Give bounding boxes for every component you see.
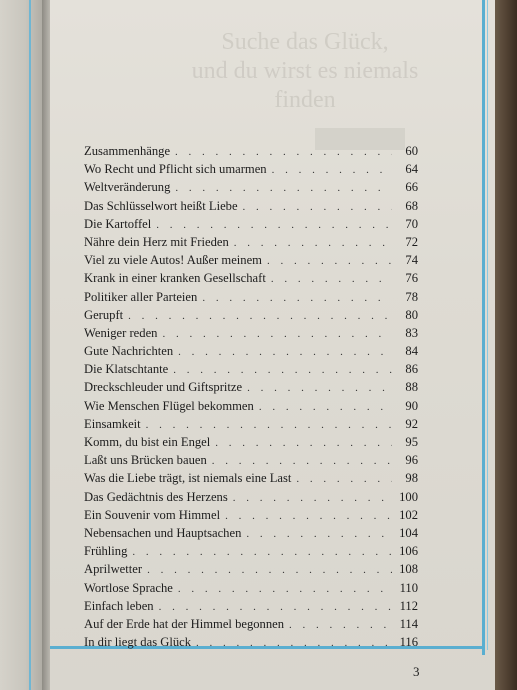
toc-entry — [84, 581, 418, 599]
toc-entry-title: Die Klatschtante — [84, 362, 169, 377]
toc-entry-page: 106 — [399, 544, 418, 559]
toc-entry — [84, 399, 418, 417]
toc-entry-page: 95 — [405, 435, 418, 449]
toc-entry-title: Das Gedächtnis des Herzens — [84, 489, 228, 504]
toc-leader-dots — [156, 219, 392, 231]
toc-entry-title: Wie Menschen Flügel bekommen — [84, 398, 254, 413]
toc-entry — [84, 180, 418, 198]
toc-entry — [84, 290, 418, 308]
toc-entry-title: In dir liegt das Glück — [84, 635, 192, 650]
toc-entry-title: Das Schlüsselwort heißt Liebe — [84, 198, 238, 213]
toc-leader-dots — [132, 546, 392, 558]
toc-entry-page: 84 — [405, 344, 418, 359]
toc-entry-page: 90 — [405, 398, 418, 413]
ghost-line: und du wirst es niemals — [191, 58, 419, 84]
toc-leader-dots — [247, 382, 392, 394]
toc-leader-dots — [234, 237, 392, 249]
toc-entry-page: 80 — [405, 307, 418, 322]
toc-leader-dots — [272, 164, 392, 176]
toc-entry-title: Frühling — [84, 544, 128, 559]
toc-entry — [84, 362, 418, 380]
toc-leader-dots — [225, 510, 392, 522]
toc-entry — [84, 635, 418, 653]
right-blue-line — [482, 0, 485, 655]
toc-entry-title: Gerupft — [84, 307, 124, 322]
toc-entry-page: 110 — [399, 580, 418, 595]
show-through-text — [170, 28, 440, 115]
toc-leader-dots — [259, 401, 392, 413]
toc-entry-page: 76 — [405, 271, 418, 286]
toc-entry — [84, 199, 418, 217]
toc-entry — [84, 471, 418, 489]
toc-entry — [84, 490, 418, 508]
toc-entry — [84, 326, 418, 344]
toc-entry — [84, 380, 418, 398]
toc-entry — [84, 235, 418, 253]
toc-entry-title: Die Kartoffel — [84, 216, 152, 231]
toc-entry-page: 86 — [405, 362, 418, 377]
toc-entry-title: Krank in einer kranken Gesellschaft — [84, 271, 266, 286]
toc-entry-title: Wortlose Sprache — [84, 580, 173, 595]
toc-entry-title: Einfach leben — [84, 598, 154, 613]
toc-leader-dots — [202, 292, 392, 304]
toc-entry-title: Ein Souvenir vom Himmel — [84, 507, 221, 522]
toc-entry-title: Viel zu viele Autos! Außer meinem — [84, 253, 262, 268]
ghost-line: Suche das Glück, — [221, 29, 389, 55]
toc-entry-page: 112 — [399, 598, 418, 613]
page-number: 3 — [413, 664, 420, 679]
toc-entry — [84, 544, 418, 562]
toc-entry-page: 92 — [405, 416, 418, 431]
toc-entry-title: Politiker aller Parteien — [84, 289, 198, 304]
toc-entry — [84, 417, 418, 435]
toc-leader-dots — [243, 201, 392, 213]
toc-entry — [84, 344, 418, 362]
toc-entry-title: Wo Recht und Pflicht sich umarmen — [84, 162, 267, 177]
toc-entry — [84, 508, 418, 526]
toc-entry — [84, 308, 418, 326]
toc-entry — [84, 162, 418, 180]
toc-entry — [84, 617, 418, 635]
ghost-line: finden — [274, 87, 336, 113]
toc-entry-page: 114 — [399, 616, 418, 631]
toc-entry-title: Einsamkeit — [84, 416, 141, 431]
toc-leader-dots — [267, 255, 392, 267]
toc-entry-page: 96 — [405, 453, 418, 468]
toc-leader-dots — [271, 273, 392, 285]
toc-entry-title: Weniger reden — [84, 325, 158, 340]
toc-entry-title: Zusammenhänge — [84, 144, 171, 158]
toc-leader-dots — [175, 146, 392, 158]
left-page-blue-line — [29, 0, 31, 690]
toc-leader-dots — [178, 583, 392, 595]
book-edge — [495, 0, 517, 690]
toc-entry — [84, 562, 418, 580]
toc-entry — [84, 599, 418, 617]
toc-leader-dots — [173, 364, 392, 376]
toc-entry-title: Nähre dein Herz mit Frieden — [84, 234, 229, 249]
toc-entry-page: 102 — [399, 507, 418, 522]
toc-leader-dots — [178, 346, 392, 358]
toc-entry-title: Was die Liebe trägt, ist niemals eine Last — [84, 471, 292, 486]
toc-entry — [84, 435, 418, 453]
toc-entry-page: 108 — [399, 562, 418, 577]
toc-entry-page: 72 — [405, 234, 418, 249]
toc-entry — [84, 144, 418, 162]
toc-entry-page: 104 — [399, 525, 418, 540]
toc-leader-dots — [159, 601, 392, 613]
toc-entry-title: Weltveränderung — [84, 180, 171, 195]
toc-leader-dots — [147, 564, 392, 576]
toc-entry-page: 60 — [405, 144, 418, 158]
toc-entry-page: 98 — [405, 471, 418, 486]
toc-entry-page: 64 — [405, 162, 418, 177]
toc-entry-page: 66 — [405, 180, 418, 195]
toc-leader-dots — [175, 182, 392, 194]
toc-leader-dots — [196, 637, 392, 649]
toc-leader-dots — [296, 473, 392, 485]
toc-entry-page: 68 — [405, 198, 418, 213]
toc-entry-page: 116 — [399, 635, 418, 650]
toc-entry — [84, 526, 418, 544]
toc-entry-page: 83 — [405, 325, 418, 340]
toc-entry-page: 74 — [405, 253, 418, 268]
toc-leader-dots — [128, 310, 392, 322]
toc-leader-dots — [212, 455, 392, 467]
toc-entry-title: Gute Nachrichten — [84, 344, 174, 359]
toc-entry-page: 78 — [405, 289, 418, 304]
toc-entry-page: 88 — [405, 380, 418, 395]
toc-entry-page: 70 — [405, 216, 418, 231]
toc-entry — [84, 271, 418, 289]
toc-leader-dots — [146, 419, 392, 431]
toc-leader-dots — [233, 492, 392, 504]
toc-entry — [84, 253, 418, 271]
toc-entry-title: Nebensachen und Hauptsachen — [84, 525, 242, 540]
toc-entry-title: Komm, du bist ein Engel — [84, 435, 211, 449]
toc-leader-dots — [215, 437, 392, 449]
toc-entry-title: Laßt uns Brücken bauen — [84, 453, 207, 468]
table-of-contents — [84, 144, 418, 653]
toc-entry-title: Auf der Erde hat der Himmel begonnen — [84, 616, 285, 631]
left-page — [0, 0, 42, 690]
toc-entry — [84, 217, 418, 235]
toc-entry-page: 100 — [399, 489, 418, 504]
toc-leader-dots — [162, 328, 392, 340]
right-blue-line-inner — [487, 0, 488, 650]
toc-entry — [84, 453, 418, 471]
toc-entry-title: Aprilwetter — [84, 562, 143, 577]
toc-entry-title: Dreckschleuder und Giftspritze — [84, 380, 243, 395]
toc-leader-dots — [289, 619, 392, 631]
toc-leader-dots — [246, 528, 392, 540]
